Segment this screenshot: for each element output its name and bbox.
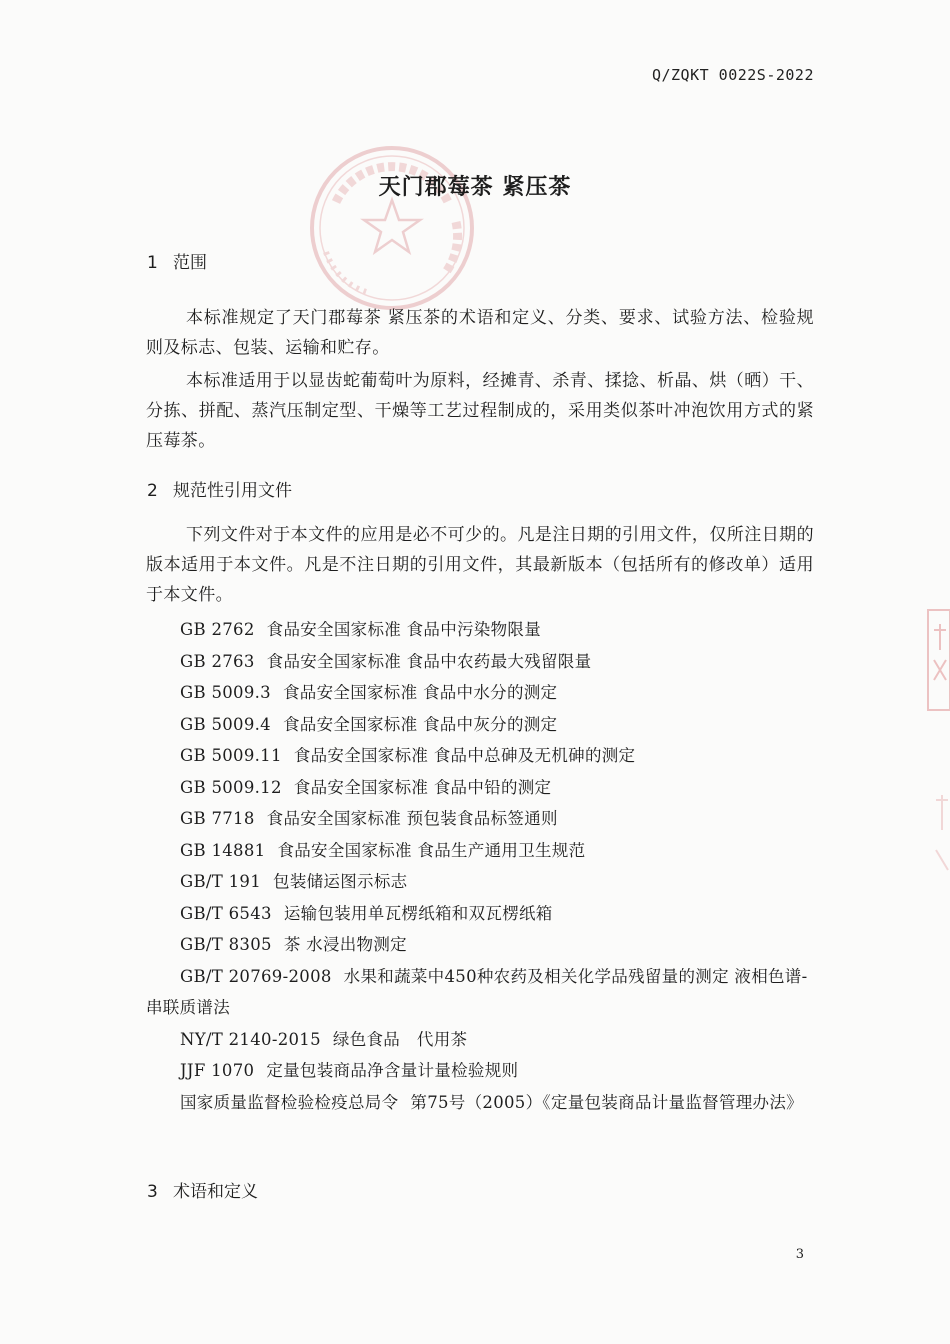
reference-item: GB/T 191 包装储运图示标志 [180,872,408,891]
document-title: 天门郡莓茶 紧压茶 [378,175,572,200]
company-seal-stamp [306,142,478,314]
reference-item: GB 5009.3 食品安全国家标准 食品中水分的测定 [180,683,558,702]
references-intro-paragraph: 下列文件对于本文件的应用是必不可少的。凡是注日期的引用文件，仅所注日期的版本适用于本文件。凡是不注日期的引用文件，其最新版本（包括所有的修改单）适用于本文件。 [146,525,814,605]
section-number: 1 [147,253,158,273]
section-title: 规范性引用文件 [173,481,292,501]
document-code: Q/ZQKT 0022S-2022 [651,66,814,84]
reference-item: GB/T 6543 运输包装用单瓦楞纸箱和双瓦楞纸箱 [180,903,553,923]
page-number: 3 [795,1247,804,1262]
section-number: 2 [147,481,158,501]
seal-star-icon [364,200,420,252]
reference-item: NY/T 2140-2015 绿色食品 代用茶 [180,1029,468,1049]
scope-paragraph-2: 本标准适用于以显齿蛇葡萄叶为原料，经摊青、杀青、揉捻、析晶、烘（晒）干、分拣、拼配、蒸汽压制定型、干燥等工艺过程制成的，采用类似茶叶冲泡饮用方式的紧压莓茶。 [146,371,814,451]
reference-item: GB 2762 食品安全国家标准 食品中污染物限量 [180,620,542,639]
reference-item: GB 5009.12 食品安全国家标准 食品中铅的测定 [180,777,552,797]
reference-item: GB 5009.11 食品安全国家标准 食品中总砷及无机砷的测定 [180,746,636,765]
reference-item: GB 5009.4 食品安全国家标准 食品中灰分的测定 [180,714,558,734]
reference-item: GB 7718 食品安全国家标准 预包装食品标签通则 [180,809,558,828]
reference-item: GB 2763 食品安全国家标准 食品中农药最大残留限量 [180,651,592,671]
reference-item: 国家质量监督检验检疫总局令 第75号（2005）《定量包装商品计量监督管理办法》 [180,1092,803,1112]
section-heading-normative-references [147,476,292,501]
reference-item: GB 14881 食品安全国家标准 食品生产通用卫生规范 [180,840,586,860]
reference-item: GB/T 20769-2008 水果和蔬菜中450种农药及相关化学品残留量的测定 液相色谱-串联质谱法 [146,966,808,1017]
section-title: 范围 [173,253,207,273]
edge-seal-fragment [922,600,950,920]
reference-list [146,614,814,1118]
section-number: 3 [147,1182,158,1202]
scope-paragraph-1: 本标准规定了天门郡莓茶 紧压茶的术语和定义、分类、要求、试验方法、检验规则及标志、包装、运输和贮存。 [146,308,814,358]
section-heading-scope [147,248,207,273]
section-heading-terms-definitions [147,1177,258,1202]
reference-item: GB/T 8305 茶 水浸出物测定 [180,935,407,954]
section-title: 术语和定义 [173,1182,258,1202]
reference-item: JJF 1070 定量包装商品净含量计量检验规则 [180,1061,519,1080]
